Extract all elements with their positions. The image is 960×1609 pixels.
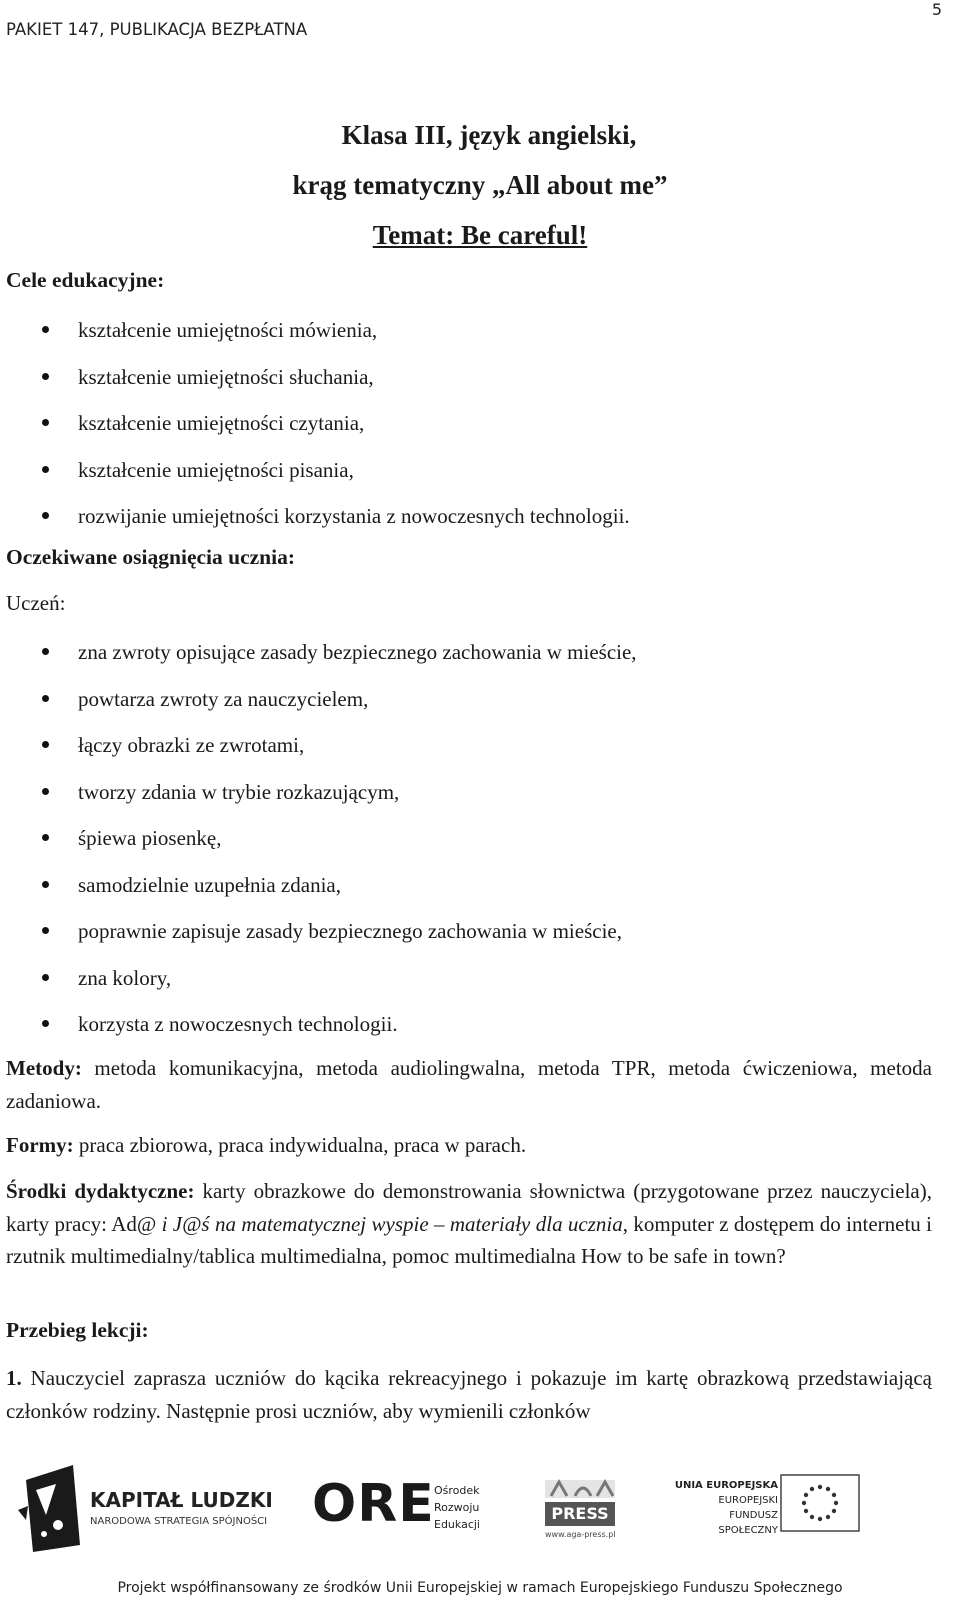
kapital-ludzki-logo bbox=[18, 1460, 278, 1560]
bullet-icon bbox=[42, 881, 49, 888]
eu-logo bbox=[668, 1474, 938, 1564]
ore-logo bbox=[312, 1474, 502, 1554]
bullet-icon bbox=[42, 927, 49, 934]
list-item: tworzy zdania w trybie rozkazującym, bbox=[0, 776, 637, 823]
course-step-1: 1. Nauczyciel zaprasza uczniów do kącika rekreacyjnego i pokazuje im kartę obrazkową przedstawiającą członków rodziny. Następnie prosi uczniów, aby wymienili członków bbox=[6, 1366, 932, 1423]
bullet-icon bbox=[42, 512, 49, 519]
bullet-icon bbox=[42, 1020, 49, 1027]
bullet-icon bbox=[42, 419, 49, 426]
list-item: powtarza zwroty za nauczycielem, bbox=[0, 683, 637, 730]
list-item: kształcenie umiejętności czytania, bbox=[0, 407, 630, 454]
page-number: 5 bbox=[931, 0, 942, 19]
bullet-icon bbox=[42, 695, 49, 702]
bullet-icon bbox=[42, 974, 49, 981]
project-funding-note: Projekt współfinansowany ze środków Unii Europejskiej w ramach Europejskiego Funduszu Społecznego bbox=[117, 1580, 843, 1596]
ore-name: Ośrodek Rozwoju Edukacji bbox=[434, 1484, 480, 1531]
ore-wordmark: ORE bbox=[312, 1474, 435, 1534]
course-heading: Przebieg lekcji: bbox=[6, 1318, 149, 1342]
eu-text: UNIA EUROPEJSKA EUROPEJSKI FUNDUSZ SPOŁECZNY bbox=[674, 1480, 778, 1536]
list-item: kształcenie umiejętności mówienia, bbox=[0, 314, 630, 361]
outcomes-heading: Oczekiwane osiągnięcia ucznia: bbox=[6, 545, 296, 569]
bullet-icon bbox=[42, 741, 49, 748]
kapital-ludzki-emblem-icon bbox=[18, 1460, 88, 1555]
goals-list bbox=[0, 314, 630, 547]
list-item: rozwijanie umiejętności korzystania z nowoczesnych technologii. bbox=[0, 500, 630, 547]
bullet-icon bbox=[42, 834, 49, 841]
means-paragraph: Środki dydaktyczne: karty obrazkowe do demonstrowania słownictwa (przygotowane przez nauczyciela), karty pracy: Ad@ i J@ś na matematycznej wyspie – materiały dla ucznia, komputer z dostępem do internetu i rzutnik multimedialny/tablica multimedialna, pomoc multimedialna How to be safe in town? bbox=[6, 1179, 932, 1268]
list-item: kształcenie umiejętności pisania, bbox=[0, 454, 630, 501]
list-item: łączy obrazki ze zwrotami, bbox=[0, 729, 637, 776]
outcomes-subject: Uczeń: bbox=[6, 591, 66, 615]
methods-paragraph: Metody: metoda komunikacyjna, metoda audiolingwalna, metoda TPR, metoda ćwiczeniowa, metoda zadaniowa. bbox=[6, 1056, 932, 1113]
header-publication: PAKIET 147, PUBLIKACJA BEZPŁATNA bbox=[6, 20, 308, 39]
means-title: i J@ś na matematycznej wyspie – materiały dla ucznia bbox=[161, 1211, 623, 1236]
kapital-ludzki-title: KAPITAŁ LUDZKI bbox=[90, 1488, 273, 1512]
bullet-icon bbox=[42, 373, 49, 380]
footer-logos bbox=[0, 1460, 960, 1570]
step-number: 1. bbox=[6, 1366, 22, 1390]
bullet-icon bbox=[42, 788, 49, 795]
eu-flag-icon bbox=[780, 1474, 860, 1532]
bullet-icon bbox=[42, 648, 49, 655]
aga-press-logo bbox=[545, 1476, 625, 1556]
list-item: samodzielnie uzupełnia zdania, bbox=[0, 869, 637, 916]
list-item: zna zwroty opisujące zasady bezpiecznego zachowania w mieście, bbox=[0, 636, 637, 683]
forms-label: Formy: bbox=[6, 1133, 74, 1157]
list-item: kształcenie umiejętności słuchania, bbox=[0, 361, 630, 408]
forms-paragraph: Formy: praca zbiorowa, praca indywidualna, praca w parach. bbox=[6, 1133, 527, 1157]
bullet-icon bbox=[42, 326, 49, 333]
goals-heading: Cele edukacyjne: bbox=[6, 268, 165, 292]
aga-press-wordmark: PRESS bbox=[545, 1502, 615, 1526]
title-theme: krąg tematyczny „All about me” bbox=[292, 170, 668, 200]
methods-label: Metody: bbox=[6, 1056, 82, 1080]
bullet-icon bbox=[42, 466, 49, 473]
outcomes-list bbox=[0, 636, 637, 1055]
aga-emblem-icon bbox=[545, 1476, 615, 1500]
list-item: zna kolory, bbox=[0, 962, 637, 1009]
title-topic: Temat: Be careful! bbox=[372, 220, 588, 250]
list-item: śpiewa piosenkę, bbox=[0, 822, 637, 869]
list-item: poprawnie zapisuje zasady bezpiecznego zachowania w mieście, bbox=[0, 915, 637, 962]
aga-press-url: www.aga-press.pl bbox=[545, 1530, 616, 1539]
list-item: korzysta z nowoczesnych technologii. bbox=[0, 1008, 637, 1055]
kapital-ludzki-subtitle: NARODOWA STRATEGIA SPÓJNOŚCI bbox=[90, 1516, 268, 1527]
means-label: Środki dydaktyczne: bbox=[6, 1179, 195, 1203]
title-class: Klasa III, język angielski, bbox=[341, 120, 637, 150]
